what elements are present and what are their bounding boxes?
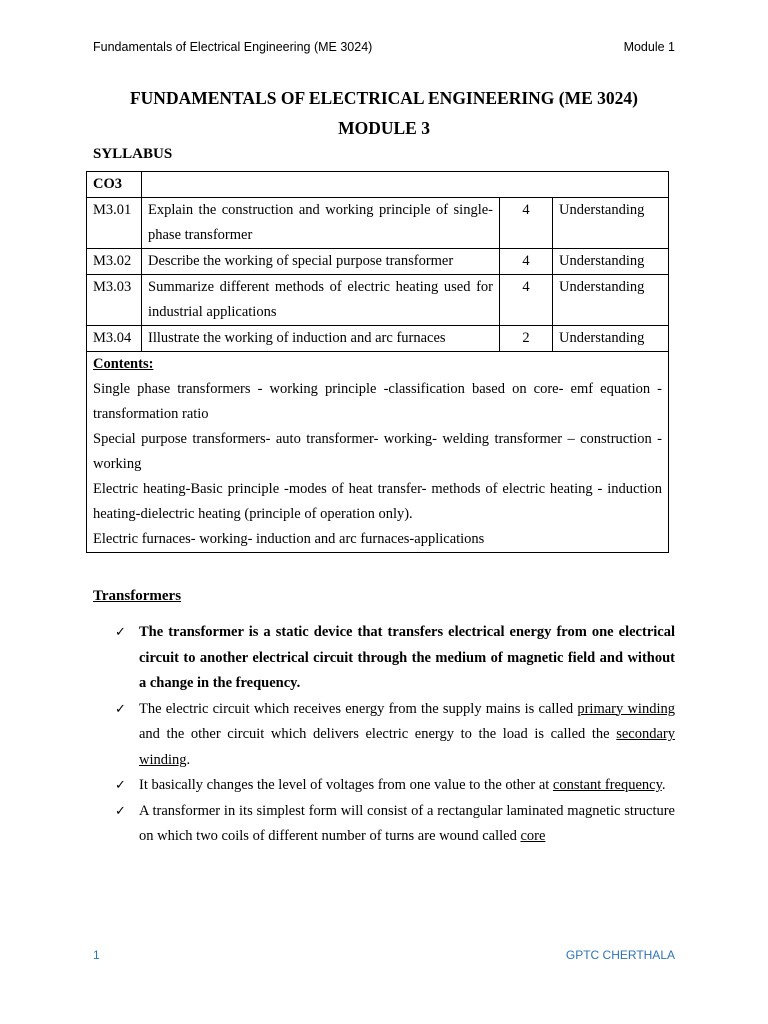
table-row bbox=[87, 198, 669, 249]
outcome-hours: 4 bbox=[500, 198, 553, 249]
term-secondary-winding: secondary winding bbox=[139, 726, 675, 768]
contents-paragraph: Special purpose transformers- auto transformer- working- welding transformer – construction - working bbox=[93, 431, 663, 472]
contents-cell bbox=[87, 352, 669, 553]
list-item bbox=[93, 620, 675, 697]
outcome-hours: 4 bbox=[500, 275, 553, 326]
co-label: CO3 bbox=[87, 172, 142, 198]
outcome-hours: 4 bbox=[500, 249, 553, 275]
term-constant-frequency: constant frequency bbox=[552, 777, 662, 793]
syllabus-table bbox=[86, 171, 669, 553]
outcome-desc: Explain the construction and working principle of single-phase transformer bbox=[142, 198, 500, 249]
section-title: Transformers bbox=[93, 588, 182, 604]
table-row bbox=[87, 326, 669, 352]
institution-name: GPTC CHERTHALA bbox=[565, 948, 675, 962]
outcome-level: Understanding bbox=[553, 249, 669, 275]
outcome-desc: Illustrate the working of induction and arc furnaces bbox=[142, 326, 500, 352]
contents-label: Contents: bbox=[93, 356, 154, 372]
bullet-text: A transformer in its simplest form will consist of a rectangular laminated magnetic structure on which two coils of different number of turns are wound called bbox=[139, 802, 675, 844]
document-title: FUNDAMENTALS OF ELECTRICAL ENGINEERING (ME 3024) bbox=[129, 88, 639, 108]
bullet-text: . bbox=[661, 777, 666, 793]
check-icon: ✓ bbox=[115, 803, 126, 819]
list-item bbox=[93, 773, 675, 799]
bullet-text: The transformer is a static device that transfers electrical energy from one electrical circuit to another electrical circuit through the medium of magnetic field and without a change in the frequency. bbox=[139, 624, 675, 691]
contents-paragraph: Electric furnaces- working- induction and arc furnaces-applications bbox=[93, 531, 485, 547]
header-title: Fundamentals of Electrical Engineering (ME 3024) bbox=[93, 40, 373, 54]
outcome-code: M3.02 bbox=[87, 249, 142, 275]
bullet-text: The electric circuit which receives energy from the supply mains is called bbox=[139, 700, 578, 717]
check-icon: ✓ bbox=[115, 625, 126, 640]
list-item bbox=[93, 697, 675, 774]
outcome-code: M3.04 bbox=[87, 326, 142, 352]
term-primary-winding: primary winding bbox=[577, 700, 675, 717]
contents-paragraph: Single phase transformers - working principle -classification based on core- emf equation - transformation ratio bbox=[93, 381, 663, 422]
module-title: MODULE 3 bbox=[338, 118, 430, 138]
list-item bbox=[93, 799, 675, 850]
page-number: 1 bbox=[93, 948, 100, 962]
outcome-level: Understanding bbox=[553, 326, 669, 352]
page-footer bbox=[93, 948, 675, 962]
contents-paragraph: Electric heating-Basic principle -modes of heat transfer- methods of electric heating - induction heating-dielectric heating (principle of operation only). bbox=[93, 481, 663, 522]
bullet-text: It basically changes the level of voltages from one value to the other at bbox=[139, 777, 553, 793]
outcome-desc: Summarize different methods of electric heating used for industrial applications bbox=[142, 275, 500, 326]
outcome-level: Understanding bbox=[553, 275, 669, 326]
check-icon: ✓ bbox=[115, 701, 126, 717]
page-header bbox=[93, 40, 675, 54]
contents-row bbox=[87, 352, 669, 553]
syllabus-label: SYLLABUS bbox=[93, 146, 173, 162]
bullet-text: . bbox=[186, 751, 191, 768]
term-core: core bbox=[520, 828, 546, 844]
table-row bbox=[87, 172, 669, 198]
header-module: Module 1 bbox=[623, 40, 675, 54]
outcome-hours: 2 bbox=[500, 326, 553, 352]
table-row bbox=[87, 249, 669, 275]
outcome-desc: Describe the working of special purpose transformer bbox=[142, 249, 500, 275]
bullet-text: and the other circuit which delivers electric energy to the load is called the bbox=[139, 726, 617, 742]
outcome-level: Understanding bbox=[553, 198, 669, 249]
check-icon: ✓ bbox=[115, 778, 126, 793]
table-row bbox=[87, 275, 669, 326]
bullet-list bbox=[93, 620, 675, 850]
outcome-code: M3.03 bbox=[87, 275, 142, 326]
outcome-code: M3.01 bbox=[87, 198, 142, 249]
